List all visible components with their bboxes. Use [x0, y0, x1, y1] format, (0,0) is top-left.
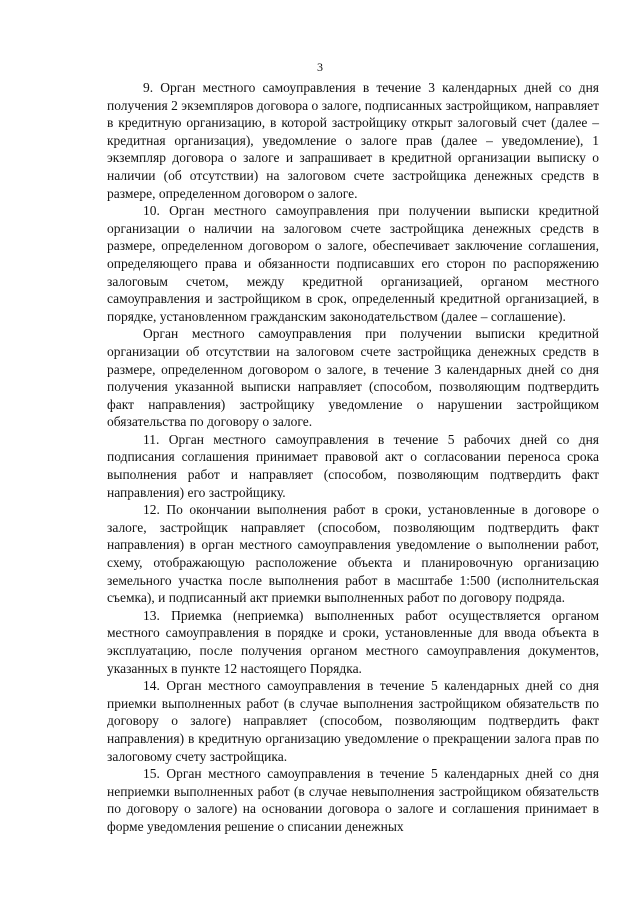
- paragraph-10: 10. Орган местного самоуправления при получении выписки кредитной организации о наличии на залоговом счете застройщика денежных средств в размере, определенном договором о залоге, обеспечивает заключение соглашения, определяющего права и обязанности подписавших его сторон по распоряжению залоговым счетом, между кредитной организацией, органом местного самоуправления и застройщиком в срок, определенный кредитной организацией, в порядке, установленном гражданским законодательством (далее – соглашение).: [107, 203, 599, 324]
- paragraph-9: 9. Орган местного самоуправления в течение 3 календарных дней со дня получения 2 экземпляров договора о залоге, подписанных застройщиком, направляет в кредитную организацию, в которой застройщику открыт залоговый счет (далее – кредитная организация), уведомление о залоге прав (далее – уведомление), 1 экземпляр договора о залоге и запрашивает в кредитной организации выписку о наличии (об отсутствии) на залоговом счете застройщика денежных средств в размере, определенном договором о залоге.: [107, 80, 599, 201]
- paragraph-11: 11. Орган местного самоуправления в течение 5 рабочих дней со дня подписания соглашения принимает правовой акт о согласовании переноса срока выполнения работ и направляет (способом, позволяющим подтвердить факт направления) его застройщику.: [107, 431, 599, 500]
- paragraph-14: 14. Орган местного самоуправления в течение 5 календарных дней со дня приемки выполненных работ (в случае выполнения застройщиком обязательств по договору о залоге) направляет (способом, позволяющим подтвердить факт направления) в кредитную организацию уведомление о прекращении залога прав по залоговому счету застройщика.: [107, 678, 599, 764]
- paragraph-13: 13. Приемка (неприемка) выполненных работ осуществляется органом местного самоуправления в порядке и сроки, установленные для ввода объекта в эксплуатацию, после получения органом местного самоуправления документов, указанных в пункте 12 настоящего Порядка.: [107, 607, 599, 676]
- paragraph-15: 15. Орган местного самоуправления в течение 5 календарных дней со дня неприемки выполненных работ (в случае невыполнения застройщиком обязательств по договору о залоге) на основании договора о залоге и соглашения принимает в форме уведомления решение о списании денежных: [107, 766, 599, 834]
- paragraph-12: 12. По окончании выполнения работ в сроки, установленные в договоре о залоге, застройщик направляет (способом, позволяющим подтвердить факт направления) в орган местного самоуправления уведомление о выполнении работ, схему, отображающую расположение объекта и планировочную организацию земельного участка после выполнения работ в масштабе 1:500 (исполнительская съемка), и подписанный акт приемки выполненных работ по договору подряда.: [107, 502, 599, 606]
- page-number: 3: [317, 60, 323, 74]
- document-body: [107, 79, 599, 836]
- paragraph-10-continuation: Орган местного самоуправления при получении выписки кредитной организации об отсутствии на залоговом счете застройщика денежных средств в размере, определенном договором о залоге, в течение 3 календарных дней со дня получения указанной выписки направляет (способом, позволяющим подтвердить факт направления) застройщику уведомление о нарушении застройщиком обязательства по договору о залоге.: [107, 326, 599, 430]
